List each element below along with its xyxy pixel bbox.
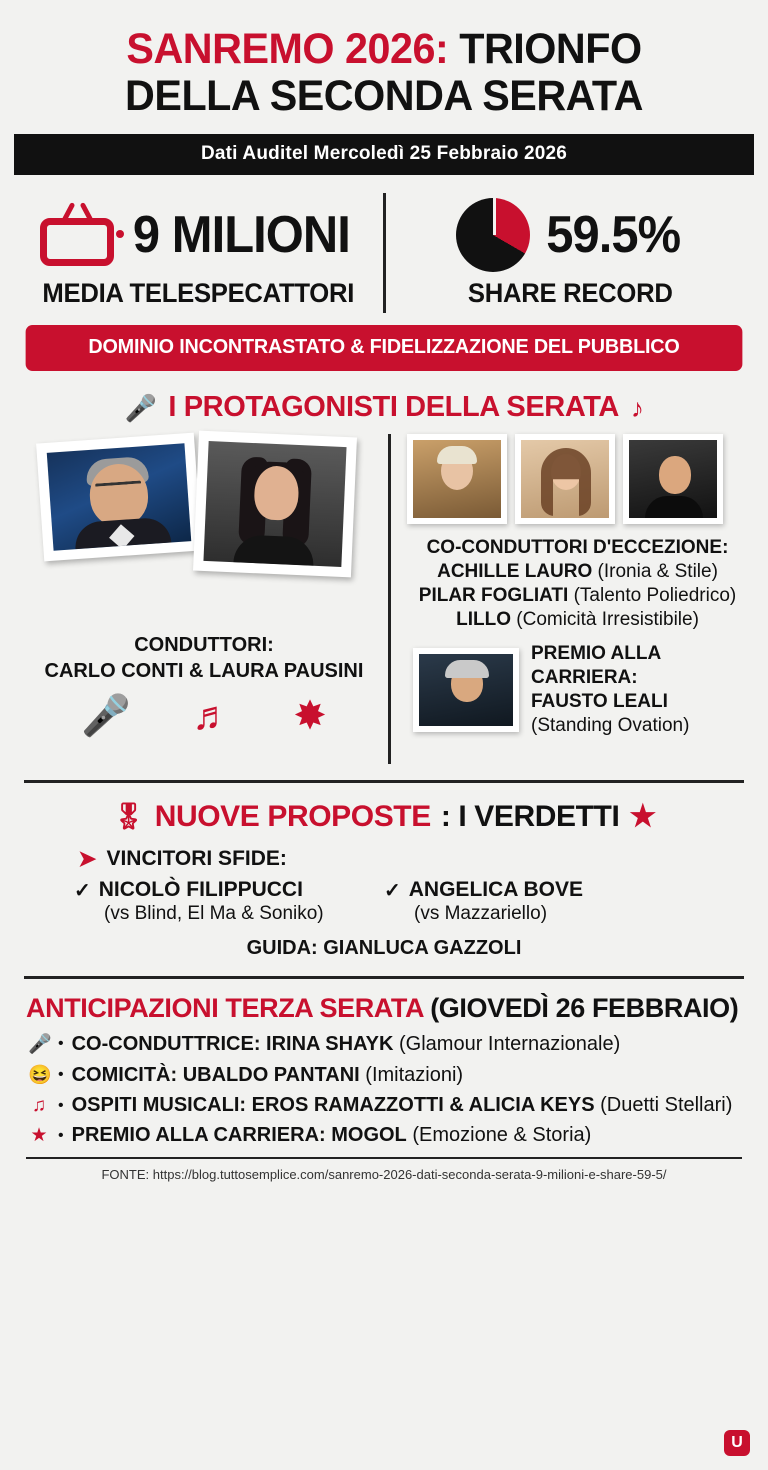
title-red-part: SANREMO 2026: xyxy=(126,25,449,73)
winner-name: ANGELICA BOVE xyxy=(408,878,583,901)
protagonists-section xyxy=(14,434,754,764)
cohost-note: (Ironia & Stile) xyxy=(597,561,718,582)
cohost-name: LILLO xyxy=(456,609,511,630)
winners-list xyxy=(14,878,754,925)
section-divider-2 xyxy=(24,976,744,979)
career-award-title: PREMIO ALLA CARRIERA: xyxy=(531,643,661,688)
cohosts-text xyxy=(407,536,748,632)
winner-name: NICOLÒ FILIPPUCCI xyxy=(98,878,303,901)
list-item xyxy=(28,1032,754,1056)
nuove-proposte-heading-red: NUOVE PROPOSTE xyxy=(154,799,431,833)
check-circle-icon: ✓ xyxy=(384,880,401,902)
stat-viewers-value: 9 MILIONI xyxy=(132,205,350,264)
bullet-icon: • xyxy=(58,1126,64,1144)
nuove-proposte-heading xyxy=(14,799,754,834)
arrow-right-icon: ➤ xyxy=(78,846,97,871)
tv-icon xyxy=(40,204,114,266)
decorative-icons-row xyxy=(20,696,388,736)
winner-vs: (vs Blind, El Ma & Soniko) xyxy=(104,903,324,924)
career-award-note: (Standing Ovation) xyxy=(531,715,690,736)
bullet-icon: • xyxy=(58,1066,64,1083)
protagonists-heading-text: I PROTAGONISTI DELLA SERATA xyxy=(168,391,619,423)
pie-chart-icon xyxy=(456,198,530,272)
title-line-2: DELLA SECONDA SERATA xyxy=(125,72,643,120)
fausto-leali-photo xyxy=(413,648,519,732)
achille-lauro-photo xyxy=(407,434,507,524)
winner-item xyxy=(384,878,694,925)
anticipazioni-item-text: COMICITÀ: UBALDO PANTANI (Imitazioni) xyxy=(71,1063,464,1086)
stat-share-label: SHARE RECORD xyxy=(467,277,673,308)
winner-vs: (vs Mazzariello) xyxy=(414,903,548,924)
stat-viewers-top xyxy=(14,198,383,272)
anticipazioni-heading xyxy=(26,993,754,1024)
career-award-row xyxy=(407,642,748,738)
pilar-fogliati-photo xyxy=(515,434,615,524)
cohost-item xyxy=(407,608,748,632)
star-burst-icon: ✸ xyxy=(293,694,327,738)
highlight-banner: DOMINIO INCONTRASTATO & FIDELIZZAZIONE DEL PUBBLICO xyxy=(26,325,743,371)
music-notes-icon: ♪ xyxy=(630,392,644,423)
protagonists-heading xyxy=(14,391,754,424)
title-line-1 xyxy=(29,26,739,73)
cohosts-title: CO-CONDUTTORI D'ECCEZIONE: xyxy=(426,537,729,558)
cohost-note: (Talento Poliedrico) xyxy=(573,585,737,606)
bullet-icon: • xyxy=(58,1035,64,1052)
cohosts-column xyxy=(388,434,748,764)
music-notes-icon: ♬ xyxy=(192,694,233,738)
cohosts-photos xyxy=(407,434,748,524)
cohost-name: PILAR FOGLIATI xyxy=(418,585,569,606)
laughing-face-icon: 😆 xyxy=(28,1065,52,1086)
footer-divider xyxy=(26,1157,742,1159)
anticipazioni-list xyxy=(28,1032,754,1147)
title-black-part: TRIONFO xyxy=(448,25,642,73)
hosts-caption xyxy=(20,632,388,684)
microphone-icon: 🎤 xyxy=(28,1034,52,1055)
hosts-caption-line2: CARLO CONTI & LAURA PAUSINI xyxy=(44,660,364,682)
cohost-name: ACHILLE LAURO xyxy=(437,561,593,582)
list-item xyxy=(28,1094,754,1117)
list-item xyxy=(28,1063,754,1087)
guide-text: GUIDA: GIANLUCA GAZZOLI xyxy=(246,937,522,959)
microphone-icon: 🎤 xyxy=(81,694,131,738)
laura-pausini-photo xyxy=(193,431,357,578)
anticipazioni-item-text: OSPITI MUSICALI: EROS RAMAZZOTTI & ALICIA KEYS (Duetti Stellari) xyxy=(71,1094,733,1116)
career-award-name: FAUSTO LEALI xyxy=(531,691,668,712)
winner-item xyxy=(74,878,384,925)
stat-share-value: 59.5% xyxy=(545,205,680,264)
brand-logo: U xyxy=(724,1430,750,1456)
lillo-photo xyxy=(623,434,723,524)
music-note-icon: ♫ xyxy=(31,1094,47,1116)
section-divider xyxy=(24,780,744,783)
nuove-proposte-heading-black: : I VERDETTI xyxy=(440,799,620,833)
anticipazioni-item-text: CO-CONDUTTRICE: IRINA SHAYK (Glamour Internazionale) xyxy=(71,1032,621,1055)
bullet-icon: • xyxy=(58,1096,64,1114)
check-circle-icon: ✓ xyxy=(74,880,91,902)
source-url: FONTE: https://blog.tuttosemplice.com/sanremo-2026-dati-seconda-serata-9-milioni-e-share-59-5/ xyxy=(101,1167,667,1182)
stat-viewers xyxy=(14,198,383,309)
star-icon: ★ xyxy=(629,800,656,833)
hosts-caption-line1: CONDUTTORI: xyxy=(134,634,274,656)
career-award-text xyxy=(531,642,748,738)
stats-row xyxy=(14,193,754,319)
winners-label: VINCITORI SFIDE: xyxy=(106,847,287,870)
winners-label-row xyxy=(78,846,754,872)
anticipazioni-heading-black: (GIOVEDÌ 26 FEBBRAIO) xyxy=(423,993,739,1023)
anticipazioni-heading-red: ANTICIPAZIONI TERZA SERATA xyxy=(26,993,424,1023)
list-item xyxy=(28,1124,754,1147)
subtitle-bar: Dati Auditel Mercoledì 25 Febbraio 2026 xyxy=(14,134,754,175)
rosette-icon: 🎖 xyxy=(112,801,145,831)
stat-viewers-label: MEDIA TELESPECATTORI xyxy=(42,277,355,308)
star-icon: ★ xyxy=(30,1125,48,1146)
stat-share-top xyxy=(386,198,755,272)
microphone-icon: 🎤 xyxy=(124,392,157,423)
anticipazioni-item-text: PREMIO ALLA CARRIERA: MOGOL (Emozione & Storia) xyxy=(71,1124,592,1146)
title-block xyxy=(14,0,754,120)
hosts-column xyxy=(20,434,388,764)
cohost-item xyxy=(407,584,748,608)
cohost-item xyxy=(407,560,748,584)
carlo-conti-photo xyxy=(36,433,202,562)
cohost-note: (Comicità Irresistibile) xyxy=(516,609,699,630)
stat-share xyxy=(386,198,755,309)
